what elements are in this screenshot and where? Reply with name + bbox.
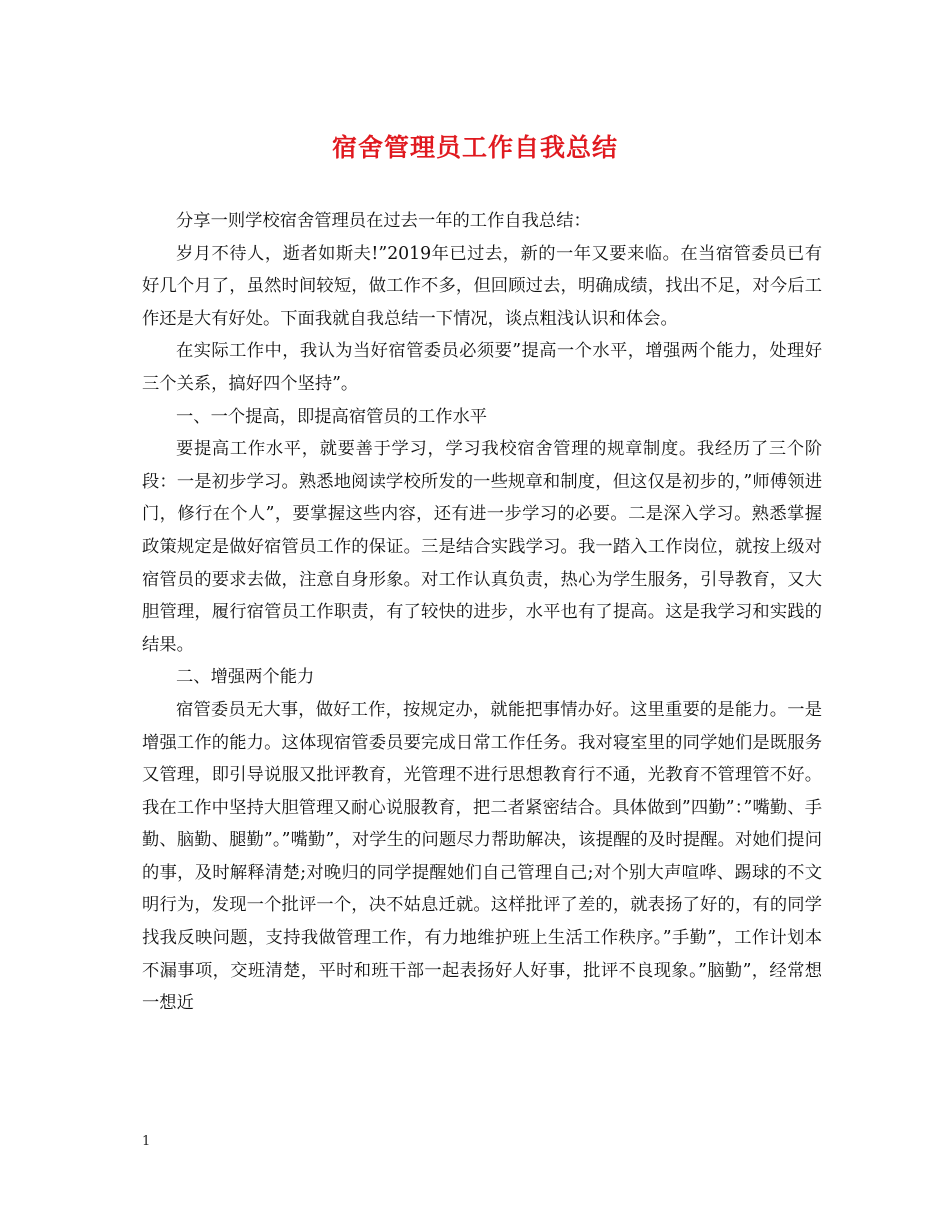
paragraph-learning: 要提高工作水平，就要善于学习，学习我校宿舍管理的规章制度。我经历了三个阶段：一是初步学习。熟悉地阅读学校所发的一些规章和制度，但这仅是初步的，”师傅领进门，修行在个人”，要掌握这些内容，还有进一步学习的必要。二是深入学习。熟悉掌握政策规定是做好宿管员工作的保证。三是结合实践学习。我一踏入工作岗位，就按上级对宿管员的要求去做，注意自身形象。对工作认真负责，热心为学生服务，引导教育，又大胆管理，履行宿管员工作职责，有了较快的进步，水平也有了提高。这是我学习和实践的结果。: [142, 439, 822, 655]
paragraph-intro: 分享一则学校宿舍管理员在过去一年的工作自我总结：: [176, 211, 591, 231]
paragraph-ability: 宿管委员无大事，做好工作，按规定办，就能把事情办好。这里重要的是能力。一是增强工作的能力。这体现宿管委员要完成日常工作任务。我对寝室里的同学她们是既服务又管理，即引导说服又批评教育，光管理不进行思想教育行不通，光教育不管理管不好。我在工作中坚持大胆管理又耐心说服教育，把二者紧密结合。具体做到”四勤”：”嘴勤、手勤、脑勤、腿勤”。”嘴勤”，对学生的问题尽力帮助解决，该提醒的及时提醒。对她们提问的事，及时解释清楚;对晚归的同学提醒她们自己管理自己;对个别大声喧哗、踢球的不文明行为，发现一个批评一个，决不姑息迁就。这样批评了差的，就表扬了好的，有的同学找我反映问题，支持我做管理工作，有力地维护班上生活工作秩序。”手勤”，工作计划本不漏事项，交班清楚，平时和班干部一起表扬好人好事，批评不良现象。”脑勤”，经常想一想近: [142, 699, 822, 1014]
section-heading-one: 一、一个提高，即提高宿管员的工作水平: [176, 406, 488, 427]
paragraph-principle: 在实际工作中，我认为当好宿管委员必须要”提高一个水平，增强两个能力，处理好三个关系，搞好四个坚持”。: [142, 341, 822, 394]
paragraph-opening: 岁月不待人，逝者如斯夫!”2019年已过去，新的一年又要来临。在当宿管委员已有好几个月了，虽然时间较短，做工作不多，但回顾过去，明确成绩，找出不足，对今后工作还是大有好处。下面我就自我总结一下情况，谈点粗浅认识和体会。: [142, 243, 822, 329]
document-title: 宿舍管理员工作自我总结: [331, 133, 618, 162]
section-heading-two: 二、增强两个能力: [176, 667, 315, 688]
document-body: [142, 205, 822, 1020]
page-number: 1: [142, 1134, 151, 1149]
